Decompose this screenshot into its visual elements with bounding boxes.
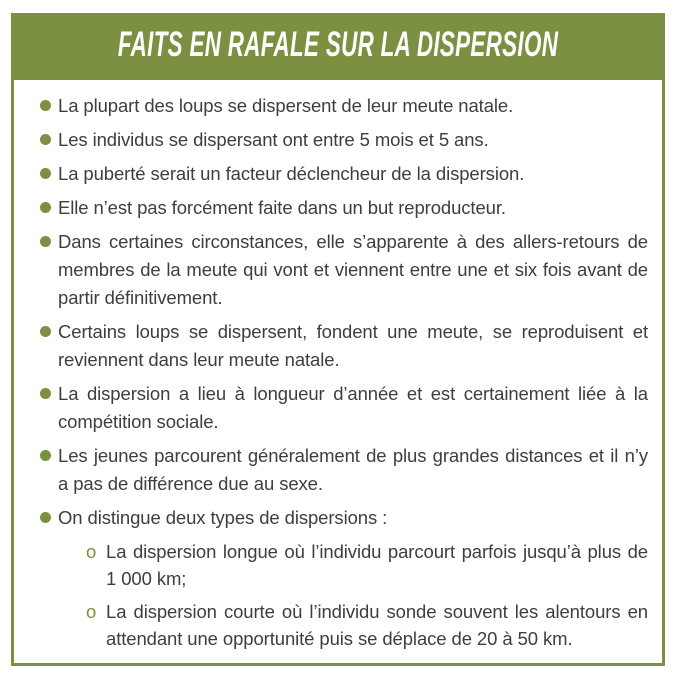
fact-item xyxy=(40,160,648,188)
fact-item xyxy=(40,92,648,120)
fact-text: La dispersion a lieu à longueur d’année et est certainement liée à la compétition sociale. xyxy=(58,383,648,432)
fact-text: Certains loups se dispersent, fondent une meute, se reproduisent et reviennent dans leur meute natale. xyxy=(58,321,648,370)
sub-fact-text: La dispersion longue où l’individu parcourt parfois jusqu’à plus de 1 000 km; xyxy=(106,541,648,589)
sub-fact-item xyxy=(86,538,648,592)
fact-text: On distingue deux types de dispersions : xyxy=(58,507,388,528)
fact-item xyxy=(40,126,648,154)
fact-text: La plupart des loups se dispersent de leur meute natale. xyxy=(58,95,514,116)
fact-item xyxy=(40,504,648,652)
bullet-icon xyxy=(40,512,51,523)
fact-text: Dans certaines circonstances, elle s’apparente à des allers-retours de membres de la meute qui vont et viennent entre une et six fois avant de partir définitivement. xyxy=(58,231,648,308)
fact-item xyxy=(40,228,648,312)
fact-text: Les jeunes parcourent généralement de plus grandes distances et il n’y a pas de différence due au sexe. xyxy=(58,445,648,494)
fact-box-content xyxy=(11,77,665,666)
bullet-icon xyxy=(40,134,51,145)
bullet-icon xyxy=(40,168,51,179)
sub-facts-list xyxy=(86,538,648,652)
fact-text: Les individus se dispersant ont entre 5 mois et 5 ans. xyxy=(58,129,489,150)
sub-fact-text: La dispersion courte où l’individu sonde souvent les alentours en attendant une opportunité puis se déplace de 20 à 50 km. xyxy=(106,601,648,649)
fact-text: La puberté serait un facteur déclencheur de la dispersion. xyxy=(58,163,525,184)
bullet-icon xyxy=(40,202,51,213)
fact-text: Elle n’est pas forcément faite dans un but reproducteur. xyxy=(58,197,506,218)
bullet-icon xyxy=(40,326,51,337)
sub-fact-item xyxy=(86,598,648,652)
fact-item xyxy=(40,442,648,498)
fact-item xyxy=(40,194,648,222)
bullet-icon xyxy=(40,388,51,399)
page-title: FAITS EN RAFALE SUR LA DISPERSION xyxy=(117,25,559,64)
bullet-icon xyxy=(40,236,51,247)
fact-item xyxy=(40,380,648,436)
bullet-icon xyxy=(40,100,51,111)
fact-item xyxy=(40,318,648,374)
bullet-icon xyxy=(40,450,51,461)
sub-bullet-icon: o xyxy=(86,601,97,622)
fact-box xyxy=(11,13,665,666)
title-bar xyxy=(11,13,665,77)
facts-list xyxy=(40,92,648,652)
sub-bullet-icon: o xyxy=(86,541,97,562)
